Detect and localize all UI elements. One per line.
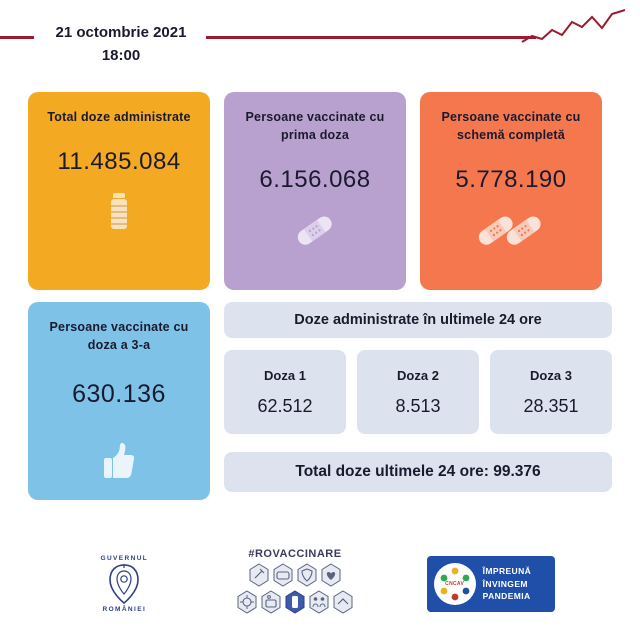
mini-card-dose2	[357, 350, 479, 434]
hex-icon-row-bottom	[236, 590, 354, 614]
header-rule-right	[206, 36, 536, 39]
hex-icon-row-top	[248, 563, 342, 587]
last-24h-total: Total doze ultimele 24 ore: 99.376	[224, 452, 612, 492]
logo-guvernul-romaniei	[85, 549, 163, 619]
pandemia-slogan	[483, 565, 532, 603]
hex-vial-icon	[284, 590, 306, 614]
cncav-badge-icon	[434, 563, 476, 605]
hex-heart-icon	[320, 563, 342, 587]
card-total-doses	[28, 92, 210, 290]
stats-grid	[0, 92, 640, 500]
pandemia-line1: ÎMPREUNĂ	[482, 565, 532, 576]
card-value: 5.778.190	[455, 166, 567, 194]
logo-impreuna-invingem-pandemia	[427, 556, 555, 612]
card-value: 11.485.084	[57, 148, 181, 176]
mini-value: 28.351	[523, 395, 579, 416]
card-title: Persoane vaccinate cu schemă completă	[441, 110, 581, 143]
rovaccinare-hashtag: #ROVACCINARE	[248, 548, 342, 560]
hex-mask-icon	[272, 563, 294, 587]
last-24h-banner: Doze administrate în ultimele 24 ore	[224, 302, 612, 338]
pandemia-line2: ÎNVINGEM	[482, 578, 528, 589]
card-first-dose	[224, 92, 406, 290]
mini-label: Doza 1	[264, 367, 306, 383]
stats-row-primary	[28, 92, 612, 290]
last-24h-mini-cards	[224, 350, 612, 434]
mini-card-dose3	[490, 350, 612, 434]
report-time: 18:00	[101, 46, 141, 64]
hex-shield-icon	[296, 563, 318, 587]
mini-card-dose1	[224, 350, 346, 434]
vial-icon	[106, 190, 132, 236]
card-complete-scheme	[420, 92, 602, 290]
mini-label: Doza 2	[397, 367, 439, 383]
thumbs-up-icon	[102, 437, 136, 483]
card-title: Total doze administrate	[47, 110, 191, 124]
footer-logos	[0, 542, 640, 626]
coat-of-arms-icon	[104, 562, 144, 606]
header-rule-left	[0, 36, 34, 39]
report-datetime	[36, 22, 206, 67]
hex-virus-icon	[236, 590, 258, 614]
hex-syringe-icon	[248, 563, 270, 587]
mini-value: 8.513	[395, 395, 441, 416]
logo-gov-top: GUVERNUL	[100, 555, 149, 562]
bandage-double-icon	[474, 208, 548, 254]
card-value: 6.156.068	[259, 166, 371, 194]
page-header	[0, 0, 640, 92]
card-title: Persoane vaccinate cu prima doza	[245, 110, 385, 143]
mini-label: Doza 3	[530, 367, 572, 383]
card-third-dose	[28, 302, 210, 500]
card-value: 630.136	[72, 380, 166, 409]
hex-hands-icon	[332, 590, 354, 614]
trend-sparkline-icon	[520, 8, 630, 48]
mini-value: 62.512	[257, 395, 313, 416]
logo-gov-bottom: ROMÂNIEI	[102, 606, 147, 613]
report-date: 21 octombrie 2021	[55, 24, 187, 41]
bandage-single-icon	[292, 208, 338, 254]
hex-soap-icon	[260, 590, 282, 614]
hex-distance-icon	[308, 590, 330, 614]
stats-row-secondary	[28, 302, 612, 500]
logo-rovaccinare	[230, 548, 360, 620]
pandemia-line3: PANDEMIA	[482, 591, 531, 602]
card-title: Persoane vaccinate cu doza a 3-a	[49, 320, 189, 353]
cncav-label: CNCAV	[445, 581, 465, 587]
last-24h-panel	[224, 302, 612, 500]
